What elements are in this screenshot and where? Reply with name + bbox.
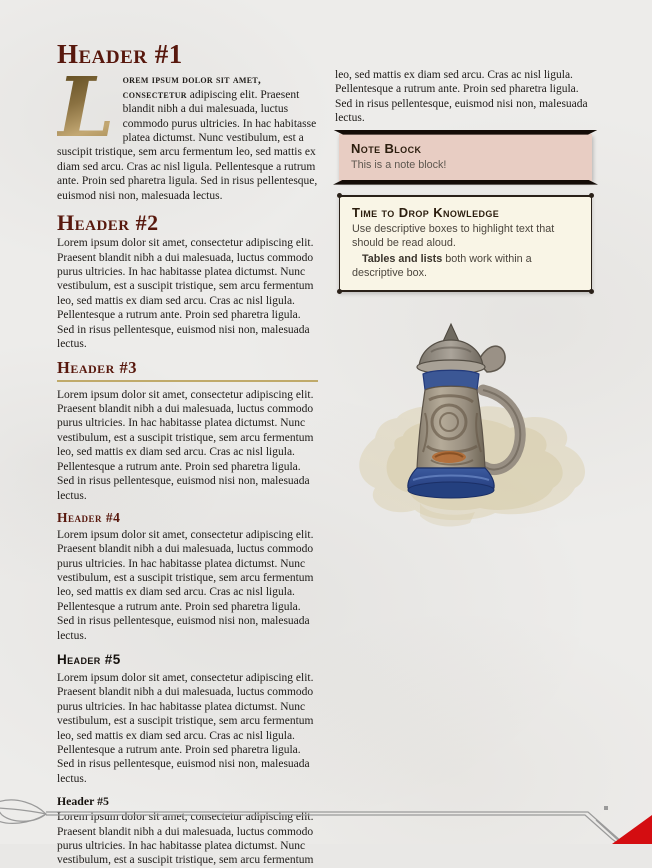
two-column-layout [57, 39, 596, 867]
right-column [335, 40, 596, 802]
corner-dot-icon [589, 289, 594, 294]
left-column [57, 39, 318, 867]
descriptive-box-bold-lead: Tables and lists [362, 252, 443, 265]
descriptive-box-paragraph-1: Use descriptive boxes to highlight text that should be read aloud. [352, 222, 555, 249]
corner-dot-icon [337, 289, 342, 294]
footer-red-triangle [612, 815, 652, 844]
section-2-paragraph: Lorem ipsum dolor sit amet, consectetur adipiscing elit. Praesent blandit nibh a dui malesuada, luctus commodo purus ultricies. In hac habitasse platea dictumst. Nunc vestibulum, est a suscipit tristique, sem arcu fermentum leo, sed mattis ex diam sed arcu. Cras ac nisl ligula. Pellentesque a rutrum ante. Proin sed pharetra ligula. Sed in risus pellentesque, euismod nisi non, malesuada lectus. [57, 237, 314, 350]
section-4-paragraph: Lorem ipsum dolor sit amet, consectetur adipiscing elit. Praesent blandit nibh a dui malesuada, luctus commodo purus ultricies. In hac habitasse platea dictumst. Nunc vestibulum, est a suscipit tristique, sem arcu fermentum leo, sed mattis ex diam sed arcu. Cras ac nisl ligula. Pellentesque a rutrum ante. Proin sed pharetra ligula. Sed in risus pellentesque, euismod nisi non, malesuada lectus. [57, 528, 314, 642]
corner-dot-icon [589, 193, 594, 198]
heading-1: Header #1 [57, 39, 183, 69]
section-5-paragraph: Lorem ipsum dolor sit amet, consectetur adipiscing elit. Praesent blandit nibh a dui malesuada, luctus commodo purus ultricies. In hac habitasse platea dictumst. Nunc vestibulum, est a suscipit tristique, sem arcu fermentum leo, sed mattis ex diam sed arcu. Cras ac nisl ligula. Pellentesque a rutrum ante. Proin sed pharetra ligula. Sed in risus pellentesque, euismod nisi non, malesuada lectus. [57, 672, 314, 785]
beer-stein-illustration [335, 318, 596, 551]
note-block-body: This is a note block! [351, 158, 447, 171]
descriptive-box [339, 195, 592, 292]
heading-3: Header #3 [57, 359, 318, 381]
footer-square-dot [604, 806, 608, 810]
descriptive-box-title: Time to Drop Knowledge [352, 204, 500, 220]
descriptive-box-paragraph-2-rest: both work within a descriptive box. [352, 252, 532, 279]
intro-paragraph-text: adipiscing elit. Praesent blandit nibh a dui malesuada, luctus commodo purus ultricies. In hac habitasse platea dictumst. Nunc vestibulum, est a suscipit tristique, sem arcu fermentum leo, sed mattis ex diam sed arcu. Cras ac nisl ligula. Pellentesque a rutrum ante. Proin sed pharetra ligula. Sed in risus pellentesque, euismod nisi non, malesuada lectus. [57, 88, 318, 202]
heading-5: Header #5 [57, 652, 121, 667]
corner-dot-icon [337, 193, 342, 198]
note-block [339, 134, 592, 181]
continuation-paragraph: leo, sed mattis ex diam sed arcu. Cras ac nisl ligula. Pellentesque a rutrum ante. Proin sed pharetra ligula. Sed in risus pellentesque, euismod nisi non, malesuada lectus. [335, 69, 588, 125]
note-block-bottom-border [333, 180, 598, 185]
note-block-title: Note Block [351, 140, 422, 156]
intro-lead-smallcaps: orem ipsum dolor sit amet, consectetur [122, 74, 262, 101]
note-block-top-border [333, 130, 598, 135]
descriptive-box-paragraph-2 [352, 252, 579, 280]
beer-stein-svg [335, 318, 597, 546]
section-3-paragraph: Lorem ipsum dolor sit amet, consectetur adipiscing elit. Praesent blandit nibh a dui malesuada, luctus commodo purus ultricies. In hac habitasse platea dictumst. Nunc vestibulum, est a suscipit tristique, sem arcu fermentum leo, sed mattis ex diam sed arcu. Cras ac nisl ligula. Pellentesque a rutrum ante. Proin sed pharetra ligula. Sed in risus pellentesque, euismod nisi non, malesuada lectus. [57, 388, 314, 502]
heading-2: Header #2 [57, 210, 159, 235]
footer-ornament [0, 796, 652, 844]
section-6-paragraph-truncated: Lorem ipsum dolor sit amet, consectetur adipiscing elit. Praesent blandit nibh a dui malesuada, luctus commodo purus ultricies. In hac habitasse platea dictumst. Nunc vestibulum, est a suscipit tristique, sem arcu fermentum [57, 811, 314, 867]
intro-paragraph [57, 60, 318, 203]
heading-6: Header #5 [57, 794, 109, 809]
heading-4: Header #4 [57, 509, 121, 525]
dropcap-letter: L [57, 73, 123, 141]
